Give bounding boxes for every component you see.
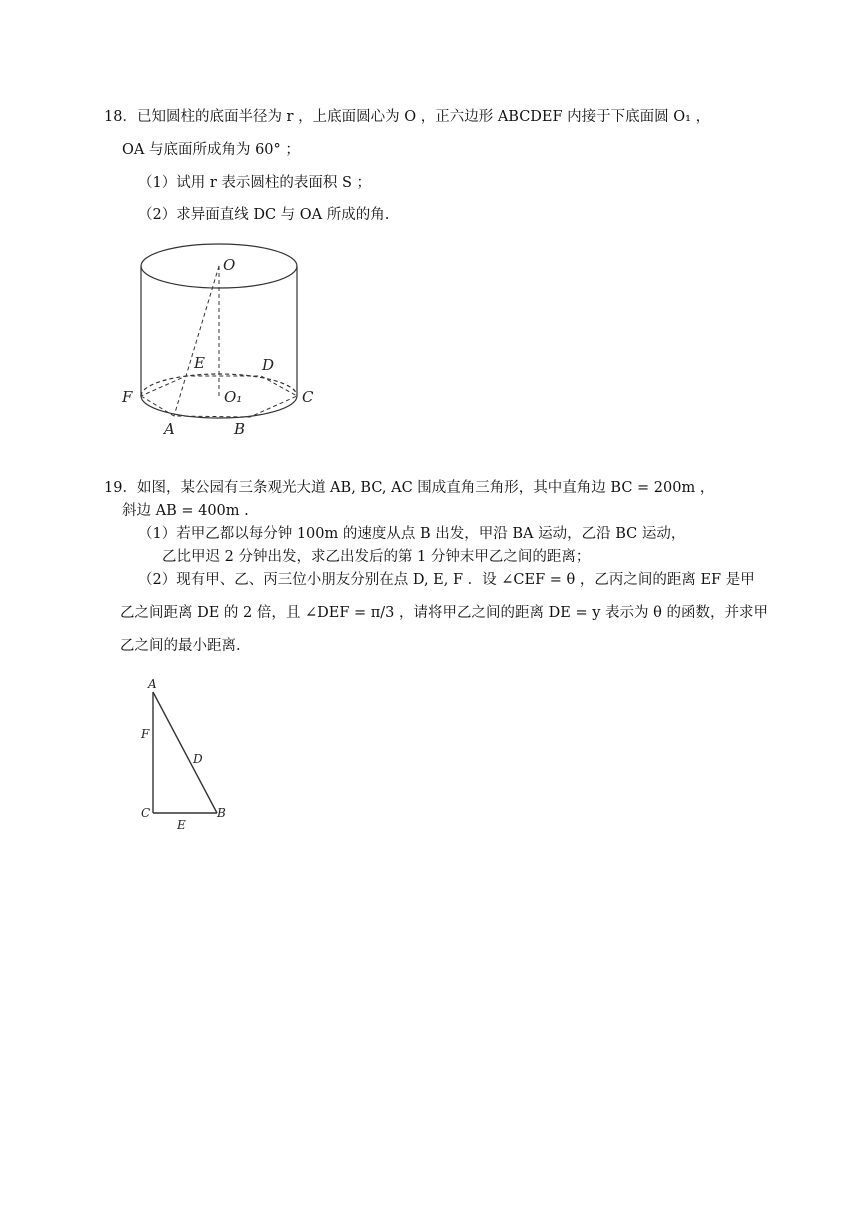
- label-D: D: [193, 752, 203, 766]
- problem-18-line-1: [104, 106, 710, 128]
- problem-18-part-2: （2）求异面直线 DC 与 OA 所成的角.: [138, 207, 390, 223]
- cylinder-figure: [118, 240, 328, 445]
- problem-19-statement: 如图，某公园有三条观光大道 AB, BC, AC 围成直角三角形，其中直角边 BC = 200m ，: [136, 480, 715, 496]
- problem-19-part-1b: 乙比甲迟 2 分钟出发，求乙出发后的第 1 分钟末甲乙之间的距离；: [162, 549, 591, 565]
- problem-18-number: 18．: [104, 109, 137, 125]
- label-O1: O₁: [224, 388, 243, 406]
- label-D: D: [262, 356, 275, 374]
- problem-18-statement: 已知圆柱的底面半径为 r ，上底面圆心为 O ，正六边形 ABCDEF 内接于下底面圆 O₁ ，: [136, 109, 711, 125]
- problem-19-part-2c: 乙之间的最小距离.: [120, 638, 241, 654]
- problem-19-line-2: 斜边 AB = 400m .: [122, 503, 249, 519]
- problem-19-line-1: [104, 477, 714, 499]
- label-E: E: [177, 818, 186, 832]
- label-E: E: [194, 354, 205, 372]
- problem-19-number: 19．: [104, 480, 137, 496]
- label-C: C: [141, 806, 151, 820]
- problem-18-line-2: OA 与底面所成角为 60° ；: [122, 142, 300, 158]
- label-F: F: [141, 727, 150, 741]
- problem-19-part-1a: （1）若甲乙都以每分钟 100m 的速度从点 B 出发，甲沿 BA 运动，乙沿 BC 运动，: [138, 526, 686, 542]
- hexagon: [141, 376, 297, 417]
- problem-19-part-2b: 乙之间距离 DE 的 2 倍，且 ∠DEF = π/3 ，请将甲乙之间的距离 DE = y 表示为 θ 的函数，并求甲: [120, 605, 768, 621]
- segment-OA: [174, 266, 219, 416]
- triangle-figure: [135, 674, 235, 834]
- label-F: F: [122, 388, 133, 406]
- label-A: A: [164, 420, 175, 438]
- problem-18-part-1: （1）试用 r 表示圆柱的表面积 S ；: [138, 175, 372, 191]
- problem-19-part-2a: （2）现有甲、乙、丙三位小朋友分别在点 D, E, F ．设 ∠CEF = θ ，乙丙之间的距离 EF 是甲: [138, 572, 755, 588]
- label-O: O: [223, 256, 236, 274]
- label-B: B: [234, 420, 246, 438]
- label-C: C: [302, 388, 314, 406]
- label-A: A: [148, 677, 157, 691]
- side-AB: [153, 692, 217, 813]
- label-B: B: [217, 806, 226, 820]
